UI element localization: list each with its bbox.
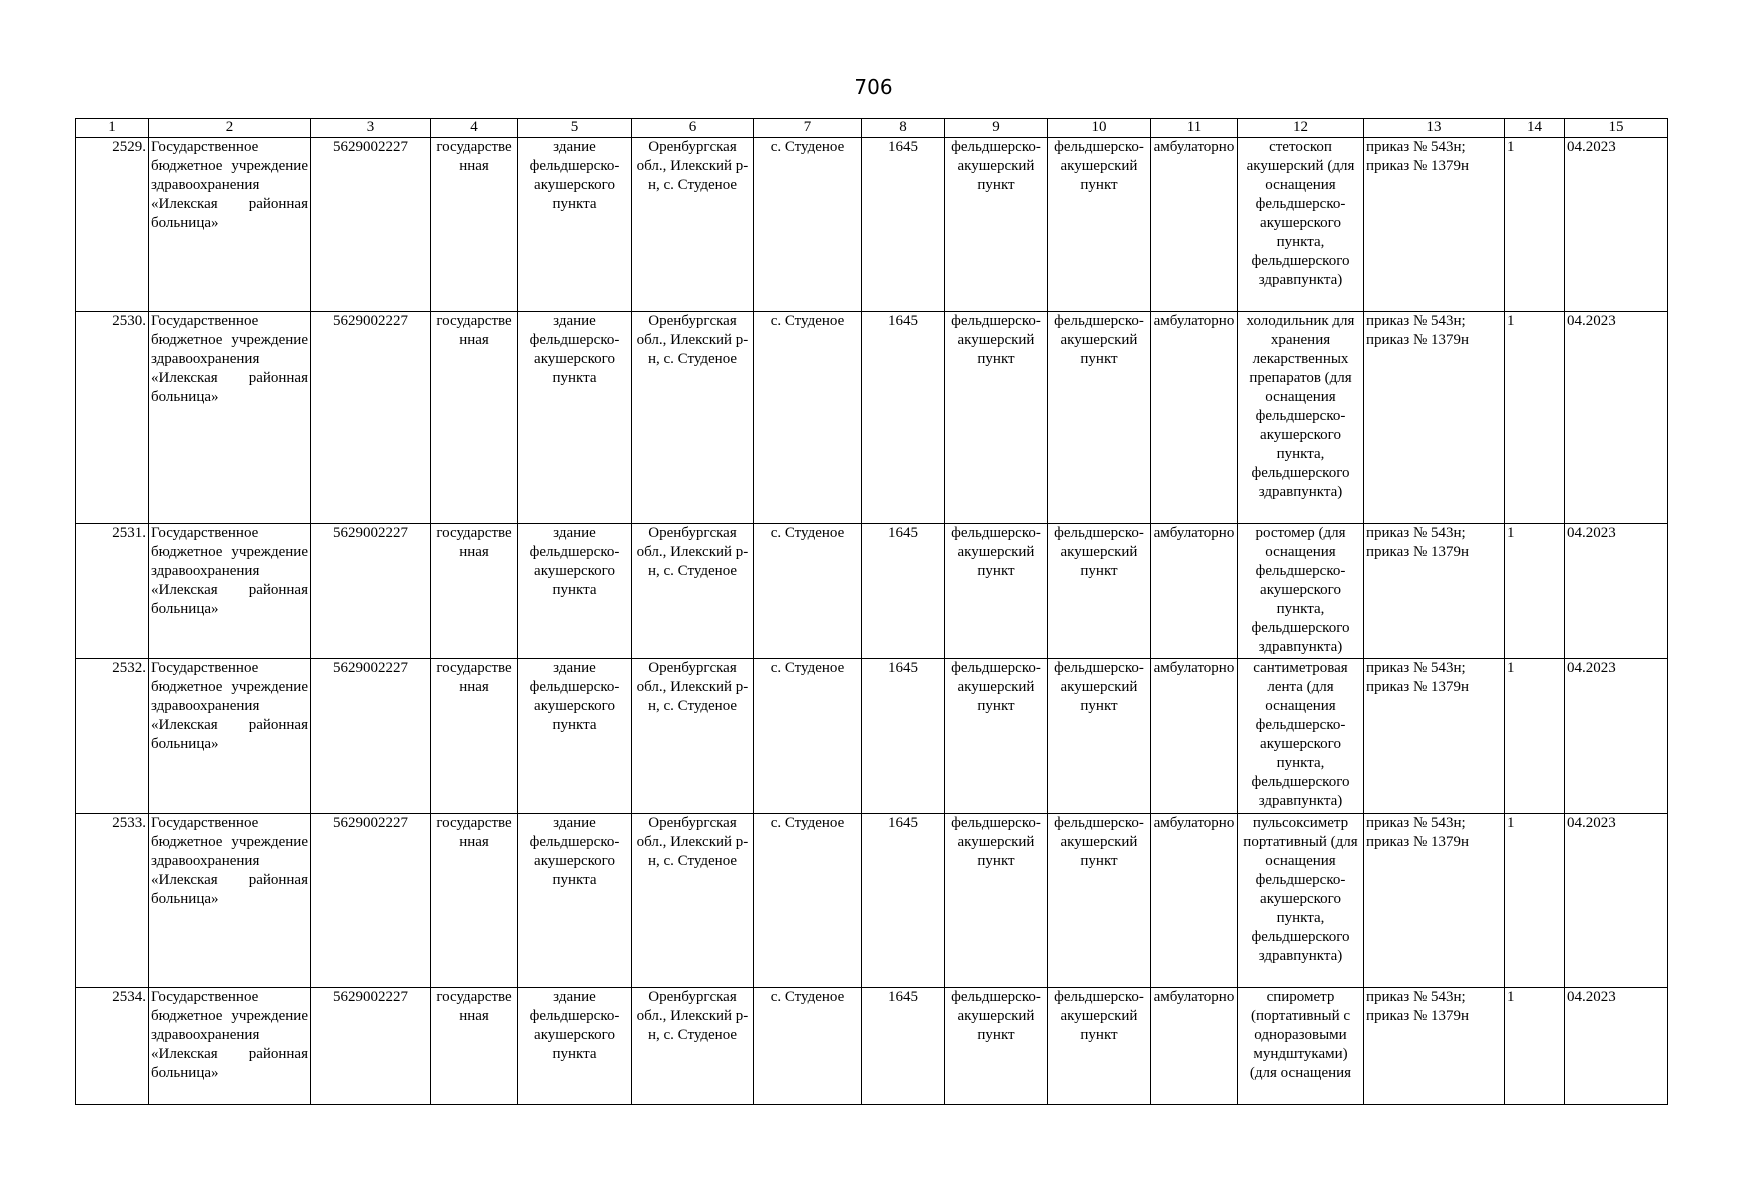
address: Оренбургская обл., Илекский р-н, с. Студеное [632, 524, 754, 659]
settlement: с. Студеное [754, 814, 862, 988]
care-conditions: амбулаторно [1151, 524, 1238, 659]
date: 04.2023 [1565, 312, 1668, 524]
order-reference: приказ № 543н; приказ № 1379н [1364, 524, 1505, 659]
population: 1645 [862, 138, 945, 312]
organization-name: Государственное бюджетное учреждение здравоохранения «Илекская районная больница» [149, 138, 311, 312]
unit-type: фельдшерско-акушерский пункт [1048, 312, 1151, 524]
column-header: 6 [632, 119, 754, 138]
inn: 5629002227 [311, 312, 431, 524]
unit-type: фельдшерско-акушерский пункт [1048, 988, 1151, 1105]
ownership-type: государственная [431, 138, 518, 312]
care-conditions: амбулаторно [1151, 814, 1238, 988]
organization-name: Государственное бюджетное учреждение здравоохранения «Илекская районная больница» [149, 814, 311, 988]
column-header: 15 [1565, 119, 1668, 138]
equipment: холодильник для хранения лекарственных препаратов (для оснащения фельдшерско-акушерского пункта, фельдшерского здравпункта) [1238, 312, 1364, 524]
building: здание фельдшерско-акушерского пункта [518, 524, 632, 659]
address: Оренбургская обл., Илекский р-н, с. Студеное [632, 659, 754, 814]
table-row [76, 138, 1668, 312]
row-number: 2530. [76, 312, 149, 524]
column-header: 14 [1505, 119, 1565, 138]
table-row [76, 814, 1668, 988]
quantity: 1 [1505, 138, 1565, 312]
settlement: с. Студеное [754, 312, 862, 524]
organization-name: Государственное бюджетное учреждение здравоохранения «Илекская районная больница» [149, 312, 311, 524]
unit-type: фельдшерско-акушерский пункт [1048, 524, 1151, 659]
ownership-type: государственная [431, 988, 518, 1105]
quantity: 1 [1505, 312, 1565, 524]
date: 04.2023 [1565, 138, 1668, 312]
row-number: 2532. [76, 659, 149, 814]
date: 04.2023 [1565, 988, 1668, 1105]
column-header: 2 [149, 119, 311, 138]
building: здание фельдшерско-акушерского пункта [518, 814, 632, 988]
organization-name: Государственное бюджетное учреждение здравоохранения «Илекская районная больница» [149, 524, 311, 659]
facility-type: фельдшерско-акушерский пункт [945, 659, 1048, 814]
care-conditions: амбулаторно [1151, 659, 1238, 814]
building: здание фельдшерско-акушерского пункта [518, 312, 632, 524]
table-row [76, 524, 1668, 659]
facility-type: фельдшерско-акушерский пункт [945, 524, 1048, 659]
order-reference: приказ № 543н; приказ № 1379н [1364, 138, 1505, 312]
quantity: 1 [1505, 814, 1565, 988]
order-reference: приказ № 543н; приказ № 1379н [1364, 312, 1505, 524]
population: 1645 [862, 814, 945, 988]
building: здание фельдшерско-акушерского пункта [518, 988, 632, 1105]
row-number: 2534. [76, 988, 149, 1105]
header-row [76, 119, 1668, 138]
settlement: с. Студеное [754, 138, 862, 312]
ownership-type: государственная [431, 524, 518, 659]
column-header: 9 [945, 119, 1048, 138]
table-row [76, 659, 1668, 814]
column-header: 7 [754, 119, 862, 138]
row-number: 2533. [76, 814, 149, 988]
unit-type: фельдшерско-акушерский пункт [1048, 814, 1151, 988]
settlement: с. Студеное [754, 659, 862, 814]
order-reference: приказ № 543н; приказ № 1379н [1364, 988, 1505, 1105]
building: здание фельдшерско-акушерского пункта [518, 659, 632, 814]
equipment: спирометр (портативный с одноразовыми мундштуками) (для оснащения [1238, 988, 1364, 1105]
date: 04.2023 [1565, 814, 1668, 988]
quantity: 1 [1505, 659, 1565, 814]
ownership-type: государственная [431, 659, 518, 814]
care-conditions: амбулаторно [1151, 312, 1238, 524]
inn: 5629002227 [311, 988, 431, 1105]
ownership-type: государственная [431, 814, 518, 988]
column-header: 13 [1364, 119, 1505, 138]
population: 1645 [862, 312, 945, 524]
address: Оренбургская обл., Илекский р-н, с. Студеное [632, 814, 754, 988]
row-number: 2529. [76, 138, 149, 312]
column-header: 12 [1238, 119, 1364, 138]
care-conditions: амбулаторно [1151, 988, 1238, 1105]
order-reference: приказ № 543н; приказ № 1379н [1364, 814, 1505, 988]
table-row [76, 312, 1668, 524]
population: 1645 [862, 524, 945, 659]
equipment: стетоскоп акушерский (для оснащения фельдшерско-акушерского пункта, фельдшерского здравпункта) [1238, 138, 1364, 312]
column-header: 3 [311, 119, 431, 138]
page-number: 706 [854, 75, 893, 99]
facility-type: фельдшерско-акушерский пункт [945, 138, 1048, 312]
column-header: 5 [518, 119, 632, 138]
care-conditions: амбулаторно [1151, 138, 1238, 312]
registry-table [75, 118, 1668, 1105]
equipment: сантиметровая лента (для оснащения фельдшерско-акушерского пункта, фельдшерского здравпункта) [1238, 659, 1364, 814]
unit-type: фельдшерско-акушерский пункт [1048, 138, 1151, 312]
settlement: с. Студеное [754, 524, 862, 659]
column-header: 1 [76, 119, 149, 138]
ownership-type: государственная [431, 312, 518, 524]
inn: 5629002227 [311, 659, 431, 814]
inn: 5629002227 [311, 814, 431, 988]
inn: 5629002227 [311, 524, 431, 659]
organization-name: Государственное бюджетное учреждение здравоохранения «Илекская районная больница» [149, 988, 311, 1105]
building: здание фельдшерско-акушерского пункта [518, 138, 632, 312]
population: 1645 [862, 988, 945, 1105]
column-header: 8 [862, 119, 945, 138]
date: 04.2023 [1565, 659, 1668, 814]
settlement: с. Студеное [754, 988, 862, 1105]
facility-type: фельдшерско-акушерский пункт [945, 814, 1048, 988]
column-header: 10 [1048, 119, 1151, 138]
address: Оренбургская обл., Илекский р-н, с. Студеное [632, 312, 754, 524]
column-header: 11 [1151, 119, 1238, 138]
address: Оренбургская обл., Илекский р-н, с. Студеное [632, 988, 754, 1105]
organization-name: Государственное бюджетное учреждение здравоохранения «Илекская районная больница» [149, 659, 311, 814]
quantity: 1 [1505, 524, 1565, 659]
inn: 5629002227 [311, 138, 431, 312]
equipment: пульсоксиметр портативный (для оснащения фельдшерско-акушерского пункта, фельдшерского здравпункта) [1238, 814, 1364, 988]
order-reference: приказ № 543н; приказ № 1379н [1364, 659, 1505, 814]
table-row [76, 988, 1668, 1105]
population: 1645 [862, 659, 945, 814]
equipment: ростомер (для оснащения фельдшерско-акушерского пункта, фельдшерского здравпункта) [1238, 524, 1364, 659]
facility-type: фельдшерско-акушерский пункт [945, 312, 1048, 524]
address: Оренбургская обл., Илекский р-н, с. Студеное [632, 138, 754, 312]
unit-type: фельдшерско-акушерский пункт [1048, 659, 1151, 814]
quantity: 1 [1505, 988, 1565, 1105]
row-number: 2531. [76, 524, 149, 659]
column-header: 4 [431, 119, 518, 138]
facility-type: фельдшерско-акушерский пункт [945, 988, 1048, 1105]
date: 04.2023 [1565, 524, 1668, 659]
